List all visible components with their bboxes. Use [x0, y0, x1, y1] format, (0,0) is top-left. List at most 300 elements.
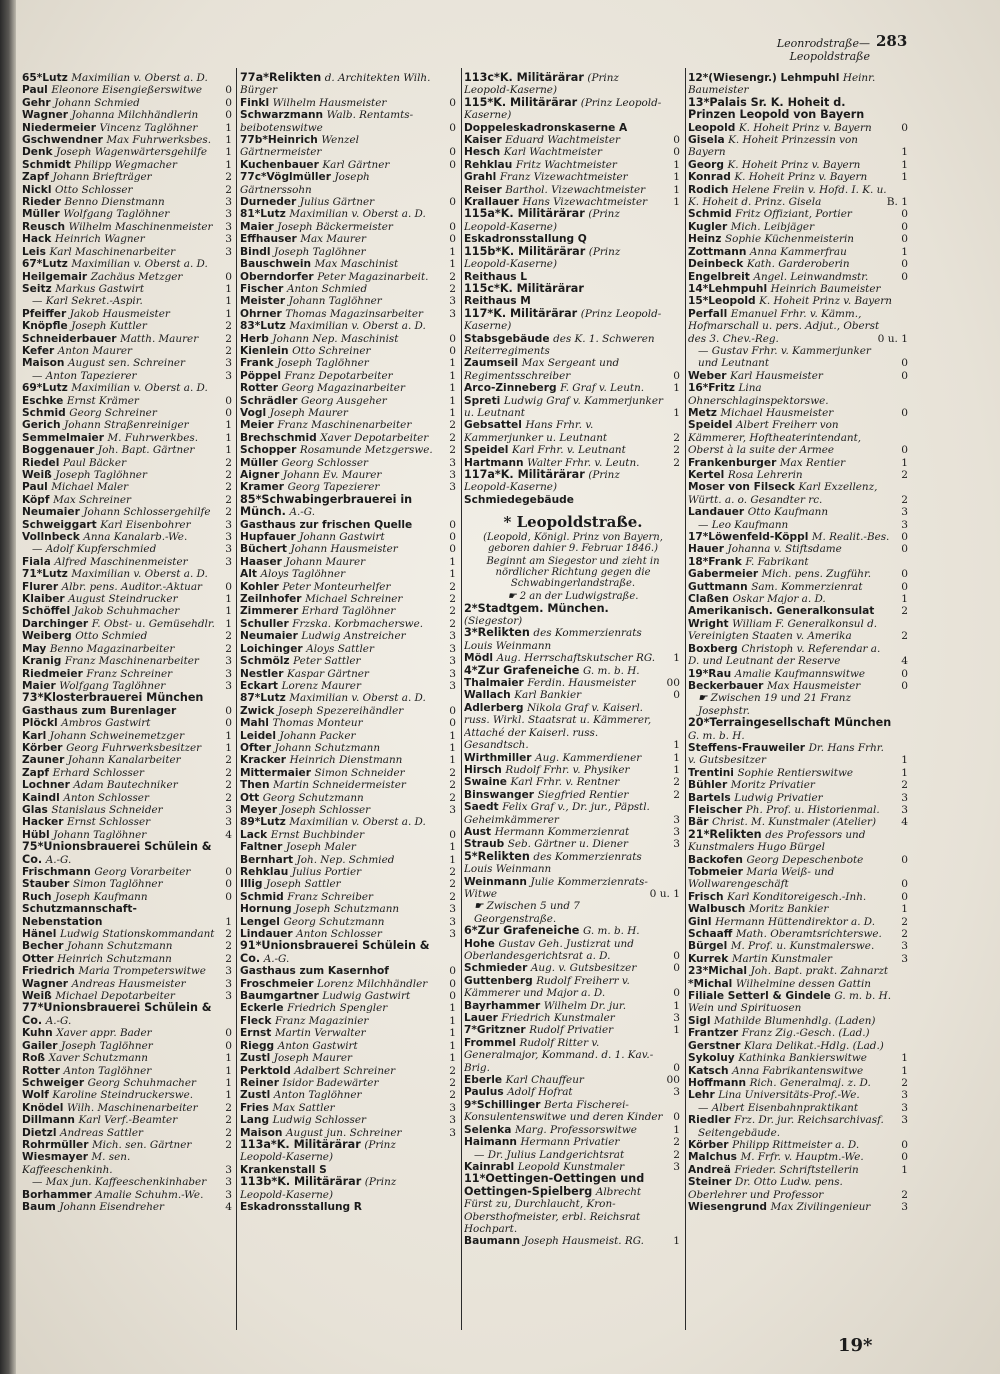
entry-details: Max Maschinist: [314, 258, 399, 271]
directory-entry: [688, 370, 910, 382]
entry-name: 11*Oettingen-Oettingen und Oettingen-Spielberg: [464, 1172, 645, 1198]
entry-name: Bartels: [688, 791, 731, 804]
directory-heading-entry: [240, 1139, 458, 1164]
directory-entry: [240, 630, 458, 642]
entry-details: Anton Schlosser: [63, 791, 149, 804]
directory-entry: [22, 668, 234, 680]
entry-name: Kuhn: [22, 1027, 53, 1040]
directory-entry: [688, 184, 910, 209]
entry-name: Müller: [240, 456, 278, 469]
directory-entry: [688, 1114, 910, 1126]
entry-floor: 1: [901, 1052, 908, 1065]
entry-name: Knödel: [22, 1101, 64, 1114]
entry-details: ☛ Zwischen 5 und 7 Georgenstraße.: [474, 900, 580, 925]
entry-floor: 3: [225, 518, 232, 531]
directory-heading-entry: [240, 1176, 458, 1201]
entry-details: Eleonore Eisengießerswitwe: [51, 84, 203, 97]
entry-details: (Prinz Leopold-Kaserne): [464, 469, 620, 494]
directory-entry: [688, 1164, 910, 1176]
directory-entry: [464, 1037, 682, 1074]
directory-entry: [240, 891, 458, 903]
entry-name: 75*Unionsbrauerei Schülein & Co.: [22, 840, 212, 866]
directory-entry: [22, 816, 234, 828]
entry-floor: 0: [901, 357, 908, 370]
directory-entry: [22, 1151, 234, 1176]
directory-heading-entry: [464, 627, 682, 652]
directory-entry: [688, 469, 910, 481]
entry-floor: 3: [225, 679, 232, 692]
entry-floor: 2: [225, 320, 232, 333]
entry-name: Guttmann: [688, 580, 748, 593]
entry-name: Hänel: [22, 928, 57, 941]
directory-heading-entry: [22, 1002, 234, 1027]
entry-name: Schmölz: [240, 655, 290, 668]
entry-name: Selenka: [464, 1123, 512, 1136]
entry-details: K. Hoheit Prinzessin von Bayern: [688, 134, 858, 159]
entry-details: Maximilian v. Oberst a. D.: [289, 208, 426, 221]
entry-floor: 1: [225, 134, 232, 147]
entry-name: Leis: [22, 245, 46, 258]
entry-floor: 3: [225, 1188, 232, 1201]
entry-floor: 2: [901, 630, 908, 643]
entry-name: Doppeleskadronskaserne A: [464, 121, 628, 134]
entry-name: Kugler: [688, 220, 728, 233]
entry-floor: 1: [225, 307, 232, 320]
directory-heading-entry: [464, 1173, 682, 1235]
entry-details: — Karl Sekret.-Aspir.: [32, 295, 143, 308]
entry-floor: 3: [449, 456, 456, 469]
entry-details: Fritz Offiziant, Portier: [735, 208, 852, 221]
directory-entry: [22, 605, 234, 617]
entry-floor: 1: [225, 915, 232, 928]
entry-name: Sigl: [688, 1014, 711, 1027]
directory-entry: [240, 829, 458, 841]
directory-entry: [688, 258, 910, 270]
entry-details: Hermann Privatier: [520, 1136, 620, 1149]
entry-name: Schmid: [22, 406, 66, 419]
directory-entry: [688, 419, 910, 456]
directory-entry: [22, 345, 234, 357]
entry-floor: 2: [673, 444, 680, 457]
entry-floor: 1: [673, 171, 680, 184]
entry-floor: 3: [225, 357, 232, 370]
entry-details: Emanuel Frhr. v. Kämm., Hofmarschall u. pers. Adjut., Oberst des 3. Chev.-Reg.: [688, 307, 880, 345]
directory-entry: [464, 146, 682, 158]
entry-name: Alt: [240, 568, 257, 581]
entry-details: Johann Schutzmann: [274, 741, 381, 754]
entry-floor: 0: [225, 270, 232, 283]
directory-entry: [22, 407, 234, 419]
directory-entry: [688, 1139, 910, 1151]
entry-name: Arco-Zinneberg: [464, 382, 557, 395]
entry-floor: 2: [225, 1138, 232, 1151]
entry-name: Weiberg: [22, 630, 72, 643]
entry-name: Meier: [240, 419, 274, 432]
entry-name: Körber: [688, 1138, 729, 1151]
entry-name: Eskadronsstallung R: [240, 1200, 362, 1213]
entry-floor: 0: [225, 717, 232, 730]
directory-entry: [240, 395, 458, 407]
entry-details: Franz Zig.-Gesch. (Lad.): [741, 1027, 870, 1040]
entry-details: Joseph Sattler: [265, 878, 341, 891]
entry-floor: 1: [901, 456, 908, 469]
entry-details: Lorenz Maurer: [281, 679, 361, 692]
directory-entry: [688, 916, 910, 928]
entry-floor: 3: [449, 928, 456, 941]
entry-floor: 3: [449, 655, 456, 668]
entry-details: Joh. Nep. Schmied: [296, 853, 395, 866]
directory-entry: [240, 965, 458, 977]
entry-name: Wagner: [22, 109, 68, 122]
entry-name: Schutzmannschaft-Nebenstation: [22, 903, 137, 928]
entry-floor: 0: [449, 158, 456, 171]
directory-entry: [464, 1024, 682, 1036]
entry-details: Georg Depeschenbote: [746, 853, 864, 866]
entry-details: Ludwig Anstreicher: [301, 630, 406, 643]
directory-entry: [240, 432, 458, 444]
entry-name: Neumaier: [22, 506, 80, 519]
entry-floor: 3: [901, 803, 908, 816]
entry-floor: 1: [225, 1064, 232, 1077]
entry-floor: 2: [449, 580, 456, 593]
directory-entry: [22, 481, 234, 493]
entry-floor: 1: [673, 1235, 680, 1248]
directory-entry: [22, 556, 234, 568]
entry-name: 117*K. Militärärar: [464, 306, 578, 320]
entry-details: K. Hoheit Prinz v. Bayern: [759, 295, 892, 308]
entry-name: Weiß: [22, 469, 52, 481]
entry-details: Johann Schutzmann: [67, 940, 173, 953]
entry-details: Karoline Steindruckerswe.: [52, 1089, 194, 1102]
entry-details: ☛ Zwischen 19 und 21 Franz Josephstr.: [698, 692, 851, 717]
entry-name: Gebsattel: [464, 419, 522, 432]
entry-name: Bauschwein: [240, 258, 312, 271]
entry-name: Kertel: [688, 469, 725, 481]
entry-name: Gehr: [22, 96, 51, 109]
directory-entry: [464, 134, 682, 146]
entry-floor: 1: [901, 245, 908, 258]
entry-floor: 1: [225, 158, 232, 171]
entry-floor: 2: [901, 1188, 908, 1201]
entry-name: 113a*K. Militärärar: [240, 1137, 361, 1151]
directory-entry: [240, 283, 458, 295]
entry-name: Hirsch: [464, 763, 502, 776]
entry-name: 67*Lutz: [22, 258, 68, 271]
entry-floor: 0: [673, 146, 680, 159]
entry-name: Reiser: [464, 183, 502, 196]
entry-details: Albert Freiherr von Kämmerer, Hoftheaterintendant, Oberst à la suite der Armee: [688, 419, 862, 457]
entry-name: Rotter: [22, 1064, 60, 1077]
entry-details: Walb. Rentamts-beibotenswitwe: [240, 109, 414, 134]
entry-floor: 2: [225, 754, 232, 767]
entry-floor: 3: [225, 965, 232, 978]
entry-name: Haaser: [240, 555, 282, 568]
entry-floor: 2: [673, 788, 680, 801]
entry-floor: 1: [225, 617, 232, 630]
directory-heading-entry: [464, 97, 682, 122]
directory-entry: [22, 655, 234, 667]
directory-entry: [240, 556, 458, 568]
entry-details: Joseph Maler: [285, 841, 356, 854]
entry-name: Sykoluy: [688, 1052, 735, 1065]
entry-name: Lauer: [464, 1012, 498, 1025]
directory-entry: [22, 506, 234, 518]
entry-name: Flurer: [22, 580, 59, 593]
entry-name: Zwick: [240, 704, 275, 717]
entry-name: Katsch: [688, 1064, 729, 1077]
entry-floor: 0: [901, 121, 908, 134]
entry-name: Haimann: [464, 1136, 517, 1149]
entry-name: Frischmann: [22, 866, 91, 878]
entry-name: 113c*K. Militärärar: [464, 72, 584, 84]
entry-floor: 1: [225, 605, 232, 618]
directory-entry: [240, 990, 458, 1002]
entry-details: Rudolf Privatier: [529, 1024, 614, 1037]
entry-details: des Kommerzienrats Louis Weinmann: [464, 627, 642, 652]
entry-details: Heinr. Baumeister: [688, 72, 876, 97]
entry-name: 23*Michal: [688, 965, 748, 978]
entry-floor: 1: [225, 1052, 232, 1065]
entry-floor: 1: [449, 382, 456, 395]
entry-name: Konrad: [688, 171, 731, 184]
entry-name: Lengel: [240, 915, 280, 928]
entry-details: Karl Maschinenarbeiter: [49, 245, 176, 258]
entry-details: Franz Magazinier: [274, 1014, 369, 1027]
directory-entry: [240, 1027, 458, 1039]
entry-details: Karl Chauffeur: [505, 1074, 584, 1087]
entry-name: Metz: [688, 406, 717, 419]
entry-name: Borhammer: [22, 1188, 92, 1201]
entry-details: Georg Fuhrwerksbesitzer: [66, 741, 202, 754]
directory-entry: [240, 717, 458, 729]
entry-details: M. Frfr. v. Hauptm.-We.: [740, 1151, 864, 1164]
column-4: [688, 72, 910, 1334]
entry-name: 7*Gritzner: [464, 1024, 526, 1037]
entry-name: Lang: [240, 1114, 270, 1127]
directory-entry: [688, 581, 910, 593]
directory-heading-entry: [464, 925, 682, 937]
directory-entry: [240, 295, 458, 307]
entry-details: Isidor Badewärter: [282, 1076, 379, 1089]
entry-details: Karl Hausmeister: [730, 369, 823, 382]
directory-entry: [22, 1065, 234, 1077]
directory-entry: [22, 903, 234, 928]
entry-name: Straub: [464, 838, 505, 851]
entry-details: A.-G.: [289, 506, 316, 519]
entry-name: Hoffmann: [688, 1076, 746, 1089]
entry-details: Joseph Wagenwärtersgehilfe: [56, 146, 207, 159]
entry-details: Anna Fabrikantenswitwe: [732, 1064, 864, 1077]
directory-entry: [22, 953, 234, 965]
directory-entry: [464, 444, 682, 456]
entry-details: Franz Schreiner: [86, 667, 173, 680]
entry-name: Hohe: [464, 937, 495, 950]
directory-heading-entry: [464, 603, 682, 628]
entry-name: Kracker: [240, 754, 287, 767]
entry-name: Landauer: [688, 506, 745, 519]
entry-floor: 0: [225, 84, 232, 97]
entry-details: Simon Taglöhner: [72, 878, 163, 891]
directory-entry: [22, 891, 234, 903]
entry-name: 71*Lutz: [22, 568, 68, 581]
entry-details: Aloys Sattler: [306, 642, 374, 655]
entry-details: Johann Kanalarbeiter: [67, 754, 181, 767]
entry-details: des Professors und Kunstmalers Hugo Bürgel: [688, 828, 866, 854]
entry-floor: 3: [901, 1200, 908, 1213]
directory-entry: [240, 444, 458, 456]
entry-details: Christ. M. Kunstmaler (Atelier): [712, 816, 877, 829]
entry-name: Rehklau: [240, 866, 289, 878]
entry-floor: 3: [901, 506, 908, 519]
directory-entry: [688, 1040, 910, 1052]
entry-details: Anton Taglöhner: [273, 1089, 362, 1102]
entry-floor: 2: [901, 1076, 908, 1089]
entry-floor: 2: [225, 642, 232, 655]
entry-name: 20*Terraingesellschaft München: [688, 716, 892, 730]
entry-floor: 2: [449, 779, 456, 792]
entry-floor: 0 u. 1: [649, 887, 680, 900]
entry-name: Kuchenbauer: [240, 158, 319, 171]
entry-details: Ambros Gastwirt: [61, 717, 151, 730]
entry-details: Max Sattler: [272, 1101, 335, 1114]
directory-entry: [688, 1201, 910, 1213]
entry-name: 91*Unionsbrauerei Schülein & Co.: [240, 939, 430, 965]
entry-details: Joseph Taglöhner: [274, 245, 366, 258]
entry-details: Andreas Hausmeister: [71, 977, 186, 990]
entry-name: Steiner: [688, 1176, 732, 1189]
entry-floor: 0: [673, 369, 680, 382]
directory-entry: [240, 754, 458, 766]
entry-name: Amerikanisch. Generalkonsulat: [688, 605, 875, 618]
directory-entry: [240, 97, 458, 109]
directory-entry: [22, 1027, 234, 1039]
entry-name: Frisch: [688, 890, 724, 903]
directory-entry: [464, 689, 682, 701]
entry-name: Bär: [688, 816, 709, 829]
entry-details: Julius Portier: [291, 866, 362, 878]
entry-details: F. Graf v. Leutn.: [560, 382, 645, 395]
directory-entry: [688, 556, 910, 568]
directory-entry: [22, 643, 234, 655]
entry-floor: 1: [673, 739, 680, 752]
entry-name: Finkl: [240, 96, 270, 109]
directory-entry: [688, 159, 910, 171]
entry-details: Xaver Schutzmann: [48, 1052, 148, 1065]
directory-entry: [464, 494, 682, 506]
entry-floor: 0: [449, 531, 456, 544]
entry-name: Wallach: [464, 689, 511, 702]
entry-details: Maximilian v. Oberst a. D.: [289, 692, 426, 705]
entry-floor: 2: [449, 878, 456, 891]
directory-entry: [688, 519, 910, 531]
entry-name: Zauner: [22, 754, 65, 767]
directory-entry: [464, 419, 682, 444]
directory-entry: [688, 1102, 910, 1114]
entry-name: 81*Lutz: [240, 208, 286, 221]
entry-floor: 0: [449, 704, 456, 717]
column-3: [464, 72, 682, 1334]
entry-details: Christoph v. Referendar a. D. und Leutnant der Reserve: [688, 642, 881, 668]
entry-floor: 0: [449, 220, 456, 233]
entry-name: Kefer: [22, 344, 55, 357]
entry-details: Markus Gastwirt: [55, 282, 145, 295]
entry-floor: 1: [449, 357, 456, 370]
directory-entry: [688, 605, 910, 617]
directory-entry: [240, 903, 458, 915]
entry-floor: 1: [673, 196, 680, 209]
entry-details: Johanna Milchhändlerin: [71, 109, 199, 122]
entry-floor: 2: [449, 617, 456, 630]
entry-details: Joseph Bäckermeister: [277, 220, 393, 233]
entry-name: Riegg: [240, 1039, 275, 1052]
entry-details: Maximilian v. Oberst a. D.: [71, 258, 208, 271]
entry-name: Zapf: [22, 171, 50, 184]
directory-entry: [688, 246, 910, 258]
entry-name: 14*Lehmpuhl: [688, 282, 768, 295]
entry-details: Aloys Taglöhner: [260, 568, 346, 581]
entry-floor: B. 1: [886, 196, 908, 209]
entry-name: 87*Lutz: [240, 692, 286, 705]
entry-floor: 0: [449, 828, 456, 841]
entry-floor: 1: [225, 741, 232, 754]
directory-entry: [240, 543, 458, 555]
entry-details: Joseph Taglöhner: [277, 357, 369, 370]
entry-name: Hack: [22, 233, 52, 246]
entry-details: Paul Bäcker: [62, 456, 127, 469]
entry-name: Eschke: [22, 394, 64, 407]
entry-floor: 0: [449, 518, 456, 531]
directory-entry: [22, 705, 234, 717]
entry-name: Effhauser: [240, 233, 297, 246]
entry-name: Georg: [688, 158, 724, 171]
entry-details: Joh. Bapt. Gärtner: [97, 444, 195, 457]
entry-floor: 00: [666, 677, 680, 690]
directory-entry: [240, 469, 458, 481]
entry-floor: 3: [225, 245, 232, 258]
entry-details: Georg Schreiner: [69, 406, 157, 419]
directory-entry: [240, 705, 458, 717]
entry-floor: 3: [673, 1160, 680, 1173]
entry-name: 21*Relikten: [688, 827, 762, 841]
entry-details: Karl Frhr. v. Leutnant: [512, 444, 626, 457]
directory-entry: [688, 891, 910, 903]
entry-floor: 3: [673, 1012, 680, 1025]
entry-name: Andreä: [688, 1163, 731, 1176]
entry-name: Saedt: [464, 801, 499, 814]
entry-details: Rudolf Freiherr v. Kämmerer und Major a. D.: [464, 974, 630, 1000]
entry-floor: 0: [901, 208, 908, 221]
directory-entry: [240, 109, 458, 134]
entry-name: 15*Leopold: [688, 295, 756, 308]
entry-details: Georg Schutzmann: [283, 915, 385, 928]
directory-entry: [464, 1074, 682, 1086]
directory-entry: [22, 531, 234, 543]
directory-heading-entry: [464, 469, 682, 494]
directory-entry: [464, 900, 682, 925]
entry-details: Otto Schreiner: [292, 344, 371, 357]
directory-heading-entry: [240, 494, 458, 519]
entry-details: Wilhelm Maschinenmeister: [68, 220, 213, 233]
entry-floor: 2: [225, 766, 232, 779]
entry-name: Wiesengrund: [688, 1200, 768, 1213]
directory-entry: [22, 519, 234, 531]
entry-floor: 2: [449, 766, 456, 779]
entry-floor: 1: [225, 593, 232, 606]
directory-entry: [240, 605, 458, 617]
directory-entry: [464, 1124, 682, 1136]
entry-details: Karl Frhr. v. Rentner: [510, 776, 620, 789]
entry-floor: 1: [901, 766, 908, 779]
